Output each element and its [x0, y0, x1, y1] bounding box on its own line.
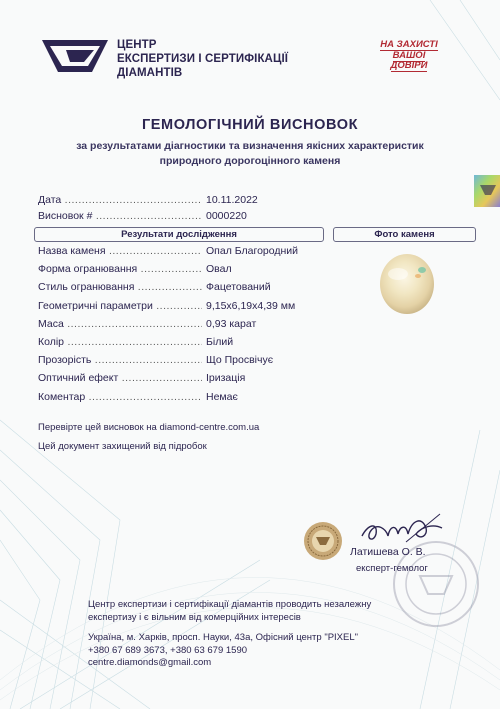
result-label: Колір .....	[38, 335, 202, 349]
footer-note-line2: експертизу і є вільним від комерційних інтересів	[88, 611, 301, 623]
stone-photo	[378, 252, 436, 316]
result-row	[38, 353, 348, 367]
verification-line	[38, 422, 259, 434]
number-row	[38, 209, 348, 223]
date-row	[38, 193, 348, 207]
gold-seal	[303, 521, 343, 561]
result-row	[38, 390, 348, 404]
verification-prefix: Перевірте цей висновок на	[38, 422, 160, 433]
photo-heading: Фото каменя	[333, 227, 476, 242]
result-row	[38, 262, 348, 276]
date-label: Дата .....	[38, 193, 202, 207]
footer-note-line1: Центр експертизи і сертифікації діамантів проводить незалежну	[88, 599, 372, 610]
result-label: Коментар .....	[38, 390, 202, 404]
result-value: Іризація	[206, 372, 246, 384]
result-label: Маса .....	[38, 317, 202, 331]
number-label: Висновок # .....	[38, 209, 202, 223]
footer-phones: +380 67 689 3673, +380 63 679 1590	[88, 644, 248, 656]
result-label: Назва каменя .....	[38, 244, 202, 258]
org-name-line2: ЕКСПЕРТИЗИ І СЕРТИФІКАЦІЇ	[117, 53, 289, 65]
hologram-sticker	[474, 175, 500, 207]
result-row	[38, 335, 348, 349]
result-value: Білий	[206, 336, 234, 348]
document-title: ГЕМОЛОГІЧНИЙ ВИСНОВОК	[141, 117, 359, 133]
result-row	[38, 299, 348, 313]
result-row	[38, 244, 348, 258]
expert-title: експерт-гемолог	[356, 563, 428, 574]
result-label: Геометричні параметри .....	[38, 299, 202, 313]
org-name-line1: ЦЕНТР	[117, 39, 157, 51]
footer-address: Україна, м. Харків, просп. Науки, 43а, Офісний центр "PIXEL"	[88, 632, 359, 643]
org-name-line3: ДІАМАНТІВ	[117, 67, 183, 79]
diamond-centre-logo	[36, 36, 114, 76]
verification-site-link[interactable]: diamond-centre.com.ua	[159, 422, 260, 433]
result-value: Опал Благородний	[206, 245, 299, 257]
result-row	[38, 317, 348, 331]
subtitle-line2: природного дорогоцінного каменя	[159, 154, 341, 167]
result-label: Оптичний ефект .....	[38, 371, 202, 385]
date-value: 10.11.2022	[206, 194, 258, 206]
result-value: 0,93 карат	[206, 318, 257, 330]
organization-name	[117, 38, 288, 80]
footer-email[interactable]: centre.diamonds@gmail.com	[88, 657, 212, 668]
expert-name: Латишева О. В.	[350, 546, 426, 558]
result-value: Що Просвічує	[206, 354, 274, 366]
slogan-line3: ДОВІРИ	[390, 60, 428, 71]
document-subtitle	[40, 139, 460, 168]
footer-note	[88, 599, 418, 624]
result-value: Фацетований	[206, 281, 271, 293]
subtitle-line1: за результатами діагностики та визначення якісних характеристик	[76, 140, 424, 152]
footer-contacts	[88, 632, 408, 670]
slogan-line1: НА ЗАХИСТІ	[380, 39, 438, 50]
result-label: Стиль огранювання .....	[38, 280, 202, 294]
result-row	[38, 371, 348, 385]
result-label: Прозорість .....	[38, 353, 202, 367]
protection-note: Цей документ захищений від підробок	[38, 441, 207, 452]
slogan-line2: ВАШОЇ	[392, 49, 426, 61]
result-value: Немає	[206, 391, 238, 403]
result-row	[38, 280, 348, 294]
result-value: Овал	[206, 263, 232, 275]
result-label: Форма огранювання .....	[38, 262, 202, 276]
slogan	[366, 40, 452, 72]
result-value: 9,15х6,19х4,39 мм	[206, 300, 296, 312]
results-heading: Результати дослідження	[34, 227, 324, 242]
number-value: 0000220	[206, 210, 247, 222]
